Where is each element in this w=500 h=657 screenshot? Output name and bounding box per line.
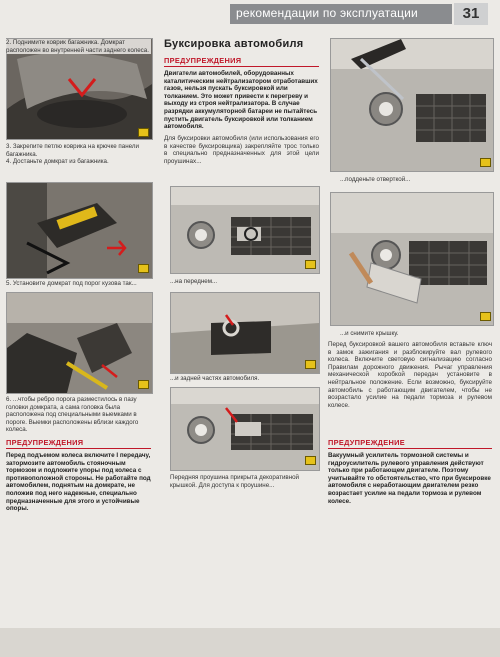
- photo-badge-icon: [480, 158, 491, 167]
- left-warning-heading: ПРЕДУПРЕЖДЕНИЯ: [6, 438, 84, 447]
- caption-rear: ...и задней частях автомобиля.: [170, 375, 260, 382]
- photo-badge-icon: [138, 380, 149, 389]
- caption-step-5: 5. Установите домкрат под порог кузова так...: [6, 280, 137, 287]
- middle-warning-heading: ПРЕДУПРЕЖДЕНИЯ: [164, 56, 242, 65]
- photo-front-cover: [170, 387, 320, 471]
- photo-rear-tow-eye: [170, 292, 320, 374]
- photo-badge-icon: [138, 128, 149, 137]
- caption-step-3: 3. Закрепите петлю коврика на крючке панели багажника.: [6, 143, 139, 158]
- right-body-text: Перед буксировкой вашего автомобиля вставьте ключ в замок зажигания и разблокируйте вал рулевого колеса. Включите световую сигнализацию согласно Правилам дорожного движения. Рычаг управления механической коробкой передач установите в нейтральное положение. Если возможно, буксируйте автомобиль с работающим двигателем, чтобы не возрастало усилие на педали тормоза и рулевом колесе.: [328, 341, 492, 409]
- left-warning-text: Перед подъемом колеса включите I передачу, затормозите автомобиль стояночным тормозом и подложите упоры под колеса с противоположной стороны. Не работайте под автомобилем, поднятым на домкрате, не положив под него надежные, специально предназначенные для этого и устойчивые опоры.: [6, 452, 151, 513]
- photo-jack-in-trunk: [6, 182, 153, 279]
- middle-body-text: Для буксировки автомобиля (или использования его в качестве буксировщика) закрепляйте трос только в специально предназначенных для этой цели проушинах...: [164, 135, 319, 165]
- middle-warning-rule: [164, 66, 319, 67]
- photo-badge-icon: [305, 456, 316, 465]
- middle-warning-text: Двигатели автомобилей, оборудованных каталитическим нейтрализатором отработавших газов, нельзя пускать буксировкой или толканием. Это может привести к перегреву и выходу из строя нейтрализатора. В случае разрядки аккумуляторной батареи не пытайтесь пустить двигатель буксировкой или толканием автомобиля.: [164, 70, 318, 131]
- right-warning-rule: [328, 448, 492, 449]
- caption-screwdriver: ...подденьте отверткой...: [340, 176, 411, 183]
- caption-step-3-4: [6, 143, 151, 166]
- caption-step-2: 2. Поднимите коврик багажника. Домкрат расположен во внутренней части заднего колеса.: [6, 39, 151, 54]
- photo-badge-icon: [305, 260, 316, 269]
- photo-front-tow-eye: [170, 186, 320, 274]
- caption-front: ...на переднем...: [170, 278, 218, 285]
- right-warning-heading: ПРЕДУПРЕЖДЕНИЕ: [328, 438, 405, 447]
- photo-badge-icon: [480, 312, 491, 321]
- page-number: 31: [454, 3, 488, 25]
- page-bottom-margin: [0, 628, 500, 657]
- left-warning-rule: [6, 448, 151, 449]
- header-title: рекомендации по эксплуатации: [236, 6, 418, 20]
- section-title: Буксировка автомобиля: [164, 38, 304, 50]
- caption-remove-cover: ...и снимите крышку.: [340, 330, 399, 337]
- page-header: [0, 0, 500, 30]
- photo-badge-icon: [138, 264, 149, 273]
- photo-jack-under-sill: [6, 292, 153, 394]
- right-warning-text: Вакуумный усилитель тормозной системы и гидроусилитель рулевого управления действуют только при работающем двигателе. Поэтому учитывайте то обстоятельство, что при буксировке автомобиля с неработающим двигателем резко возрастает усилие на педали тормоза и рулевом колесе.: [328, 452, 491, 505]
- photo-badge-icon: [305, 360, 316, 369]
- caption-step-6: 6. ...чтобы ребро порога разместилось в пазу головки домкрата, а сама головка была расположена под специальными выемками в пороге. Выемки расположены вблизи каждого колеса.: [6, 396, 139, 434]
- caption-step-4: 4. Достаньте домкрат из багажника.: [6, 158, 109, 166]
- caption-front-cover: Передняя проушина прикрыта декоративной крышкой. Для доступа к проушине...: [170, 474, 300, 489]
- photo-screwdriver: [330, 38, 494, 172]
- photo-remove-cover: [330, 192, 494, 326]
